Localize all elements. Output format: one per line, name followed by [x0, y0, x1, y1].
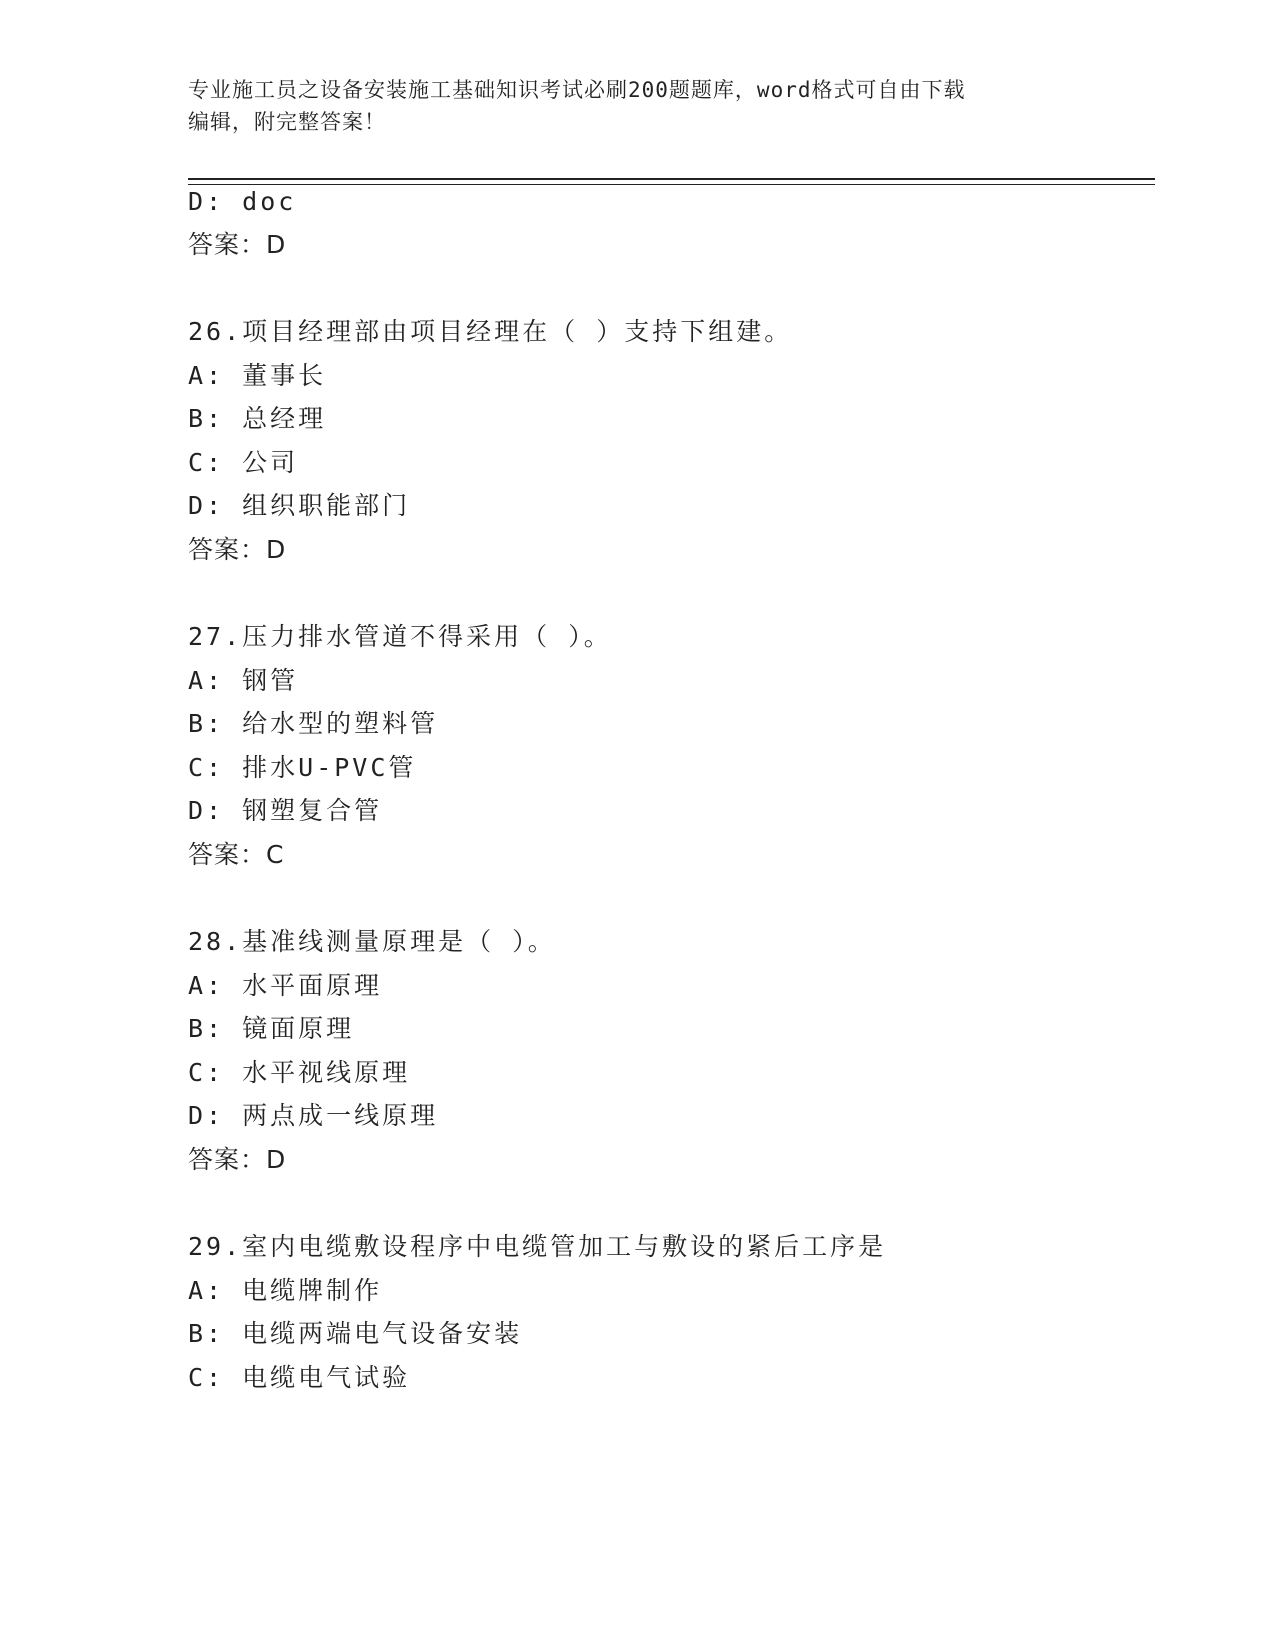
option-a-q27: A: 钢管	[188, 666, 299, 695]
option-d-q28: D: 两点成一线原理	[188, 1101, 439, 1130]
option-d-q26: D: 组织职能部门	[188, 491, 411, 520]
question-28: 28.基准线测量原理是（ ）。	[188, 927, 556, 956]
question-26: 26.项目经理部由项目经理在（ ）支持下组建。	[188, 317, 793, 346]
option-a-q26: A: 董事长	[188, 361, 327, 390]
header-divider-thin	[188, 184, 1155, 185]
answer-q25: 答案：D	[188, 230, 287, 259]
option-d-q27: D: 钢塑复合管	[188, 796, 383, 825]
option-b-q29: B: 电缆两端电气设备安装	[188, 1319, 523, 1348]
option-c-q27: C: 排水U-PVC管	[188, 753, 417, 782]
question-29: 29.室内电缆敷设程序中电缆管加工与敷设的紧后工序是	[188, 1232, 887, 1261]
answer-q26: 答案：D	[188, 535, 287, 564]
answer-q27: 答案：C	[188, 840, 285, 869]
option-b-q26: B: 总经理	[188, 404, 327, 433]
header-title-line-2: 编辑，附完整答案！	[188, 110, 386, 134]
header-title-line-1: 专业施工员之设备安装施工基础知识考试必刷200题题库，word格式可自由下载	[188, 78, 966, 102]
option-d-q25: D: doc	[188, 187, 297, 216]
option-b-q27: B: 给水型的塑料管	[188, 709, 439, 738]
option-c-q26: C: 公司	[188, 448, 299, 477]
option-c-q29: C: 电缆电气试验	[188, 1363, 411, 1392]
option-c-q28: C: 水平视线原理	[188, 1058, 411, 1087]
document-header	[188, 74, 1088, 138]
option-b-q28: B: 镜面原理	[188, 1014, 355, 1043]
header-divider-thick	[188, 178, 1155, 180]
answer-q28: 答案：D	[188, 1145, 287, 1174]
option-a-q29: A: 电缆牌制作	[188, 1276, 383, 1305]
question-27: 27.压力排水管道不得采用（ ）。	[188, 622, 612, 651]
option-a-q28: A: 水平面原理	[188, 971, 383, 1000]
